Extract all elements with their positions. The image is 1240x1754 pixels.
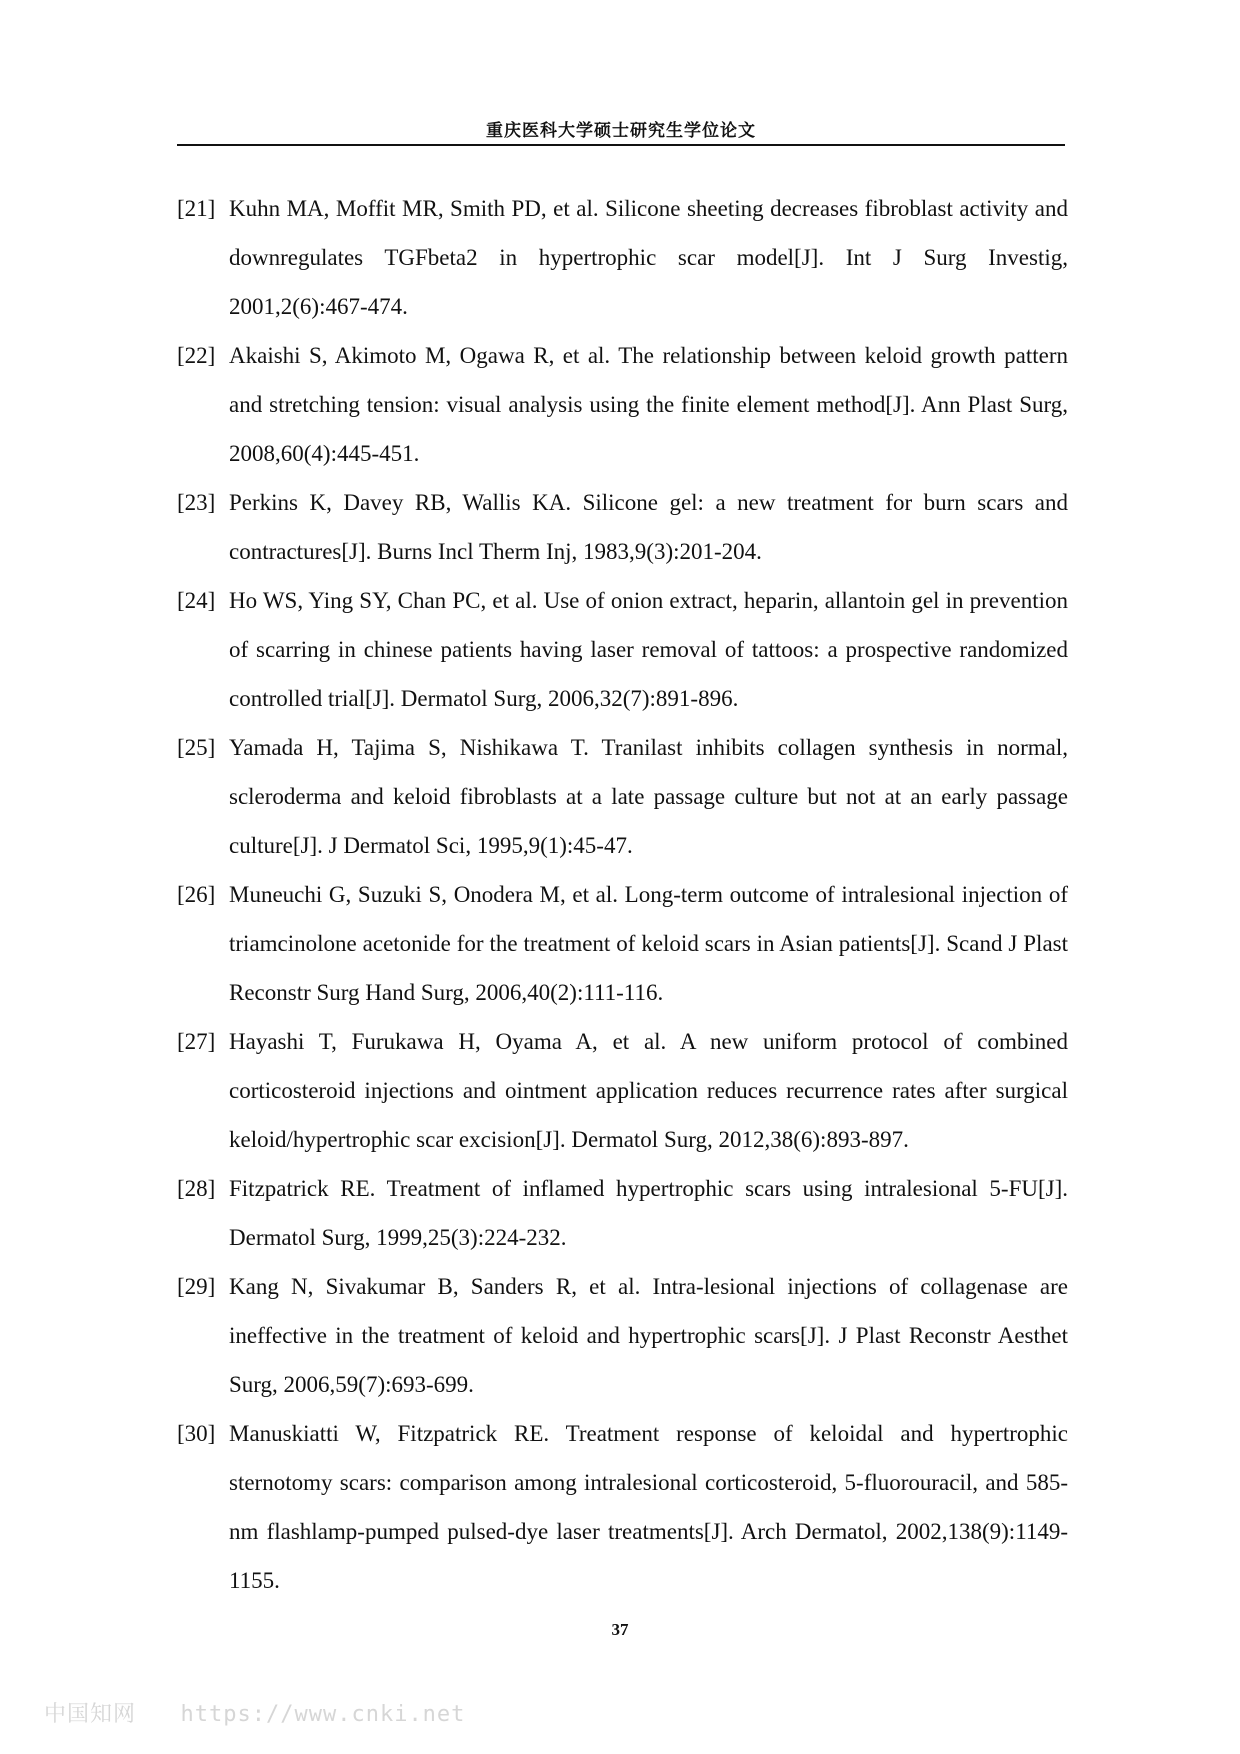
reference-item xyxy=(177,1017,1068,1164)
reference-list xyxy=(177,184,1068,1605)
reference-number: [22] xyxy=(177,343,216,368)
reference-number: [30] xyxy=(177,1421,216,1446)
reference-number: [25] xyxy=(177,735,216,760)
reference-item xyxy=(177,331,1068,478)
reference-text: Manuskiatti W, Fitzpatrick RE. Treatment response of keloidal and hypertrophic sternotomy scars: comparison among intralesional corticosteroid, 5-fluorouracil, and 585-nm flashlamp-pumped pulsed-dye laser treatments[J]. Arch Dermatol, 2002,138(9):1149-1155. xyxy=(229,1421,1068,1593)
reference-item xyxy=(177,1409,1068,1605)
reference-item xyxy=(177,1262,1068,1409)
page-number: 37 xyxy=(611,1620,629,1639)
reference-item xyxy=(177,184,1068,331)
reference-text: Kuhn MA, Moffit MR, Smith PD, et al. Silicone sheeting decreases fibroblast activity and downregulates TGFbeta2 in hypertrophic scar model[J]. Int J Surg Investig, 2001,2(6):467-474. xyxy=(229,196,1068,319)
reference-item xyxy=(177,1164,1068,1262)
reference-number: [24] xyxy=(177,588,216,613)
reference-item xyxy=(177,478,1068,576)
reference-text: Muneuchi G, Suzuki S, Onodera M, et al. Long-term outcome of intralesional injection of triamcinolone acetonide for the treatment of keloid scars in Asian patients[J]. Scand J Plast Reconstr Surg Hand Surg, 2006,40(2):111-116. xyxy=(229,882,1068,1005)
running-header: 重庆医科大学硕士研究生学位论文 xyxy=(486,121,756,141)
reference-text: Ho WS, Ying SY, Chan PC, et al. Use of onion extract, heparin, allantoin gel in prevention of scarring in chinese patients having laser removal of tattoos: a prospective randomized controlled trial[J]. Dermatol Surg, 2006,32(7):891-896. xyxy=(229,588,1068,711)
reference-number: [29] xyxy=(177,1274,216,1299)
reference-text: Kang N, Sivakumar B, Sanders R, et al. Intra-lesional injections of collagenase are ineffective in the treatment of keloid and hypertrophic scars[J]. J Plast Reconstr Aesthet Surg, 2006,59(7):693-699. xyxy=(229,1274,1068,1397)
reference-item xyxy=(177,723,1068,870)
cnki-watermark xyxy=(44,1697,465,1728)
header-rule xyxy=(177,144,1065,146)
reference-number: [28] xyxy=(177,1176,216,1201)
reference-number: [21] xyxy=(177,196,216,221)
watermark-url: https://www.cnki.net xyxy=(180,1702,466,1727)
reference-text: Yamada H, Tajima S, Nishikawa T. Tranilast inhibits collagen synthesis in normal, scleroderma and keloid fibroblasts at a late passage culture but not at an early passage culture[J]. J Dermatol Sci, 1995,9(1):45-47. xyxy=(229,735,1068,858)
reference-number: [27] xyxy=(177,1029,216,1054)
reference-number: [26] xyxy=(177,882,216,907)
reference-text: Perkins K, Davey RB, Wallis KA. Silicone gel: a new treatment for burn scars and contractures[J]. Burns Incl Therm Inj, 1983,9(3):201-204. xyxy=(229,490,1068,564)
watermark-site-name: 中国知网 xyxy=(44,1702,137,1727)
reference-text: Akaishi S, Akimoto M, Ogawa R, et al. The relationship between keloid growth pattern and stretching tension: visual analysis using the finite element method[J]. Ann Plast Surg, 2008,60(4):445-451. xyxy=(229,343,1068,466)
reference-item xyxy=(177,870,1068,1017)
reference-item xyxy=(177,576,1068,723)
reference-number: [23] xyxy=(177,490,216,515)
reference-text: Fitzpatrick RE. Treatment of inflamed hypertrophic scars using intralesional 5-FU[J]. Dermatol Surg, 1999,25(3):224-232. xyxy=(229,1176,1068,1250)
reference-text: Hayashi T, Furukawa H, Oyama A, et al. A new uniform protocol of combined corticosteroid injections and ointment application reduces recurrence rates after surgical keloid/hypertrophic scar excision[J]. Dermatol Surg, 2012,38(6):893-897. xyxy=(229,1029,1068,1152)
